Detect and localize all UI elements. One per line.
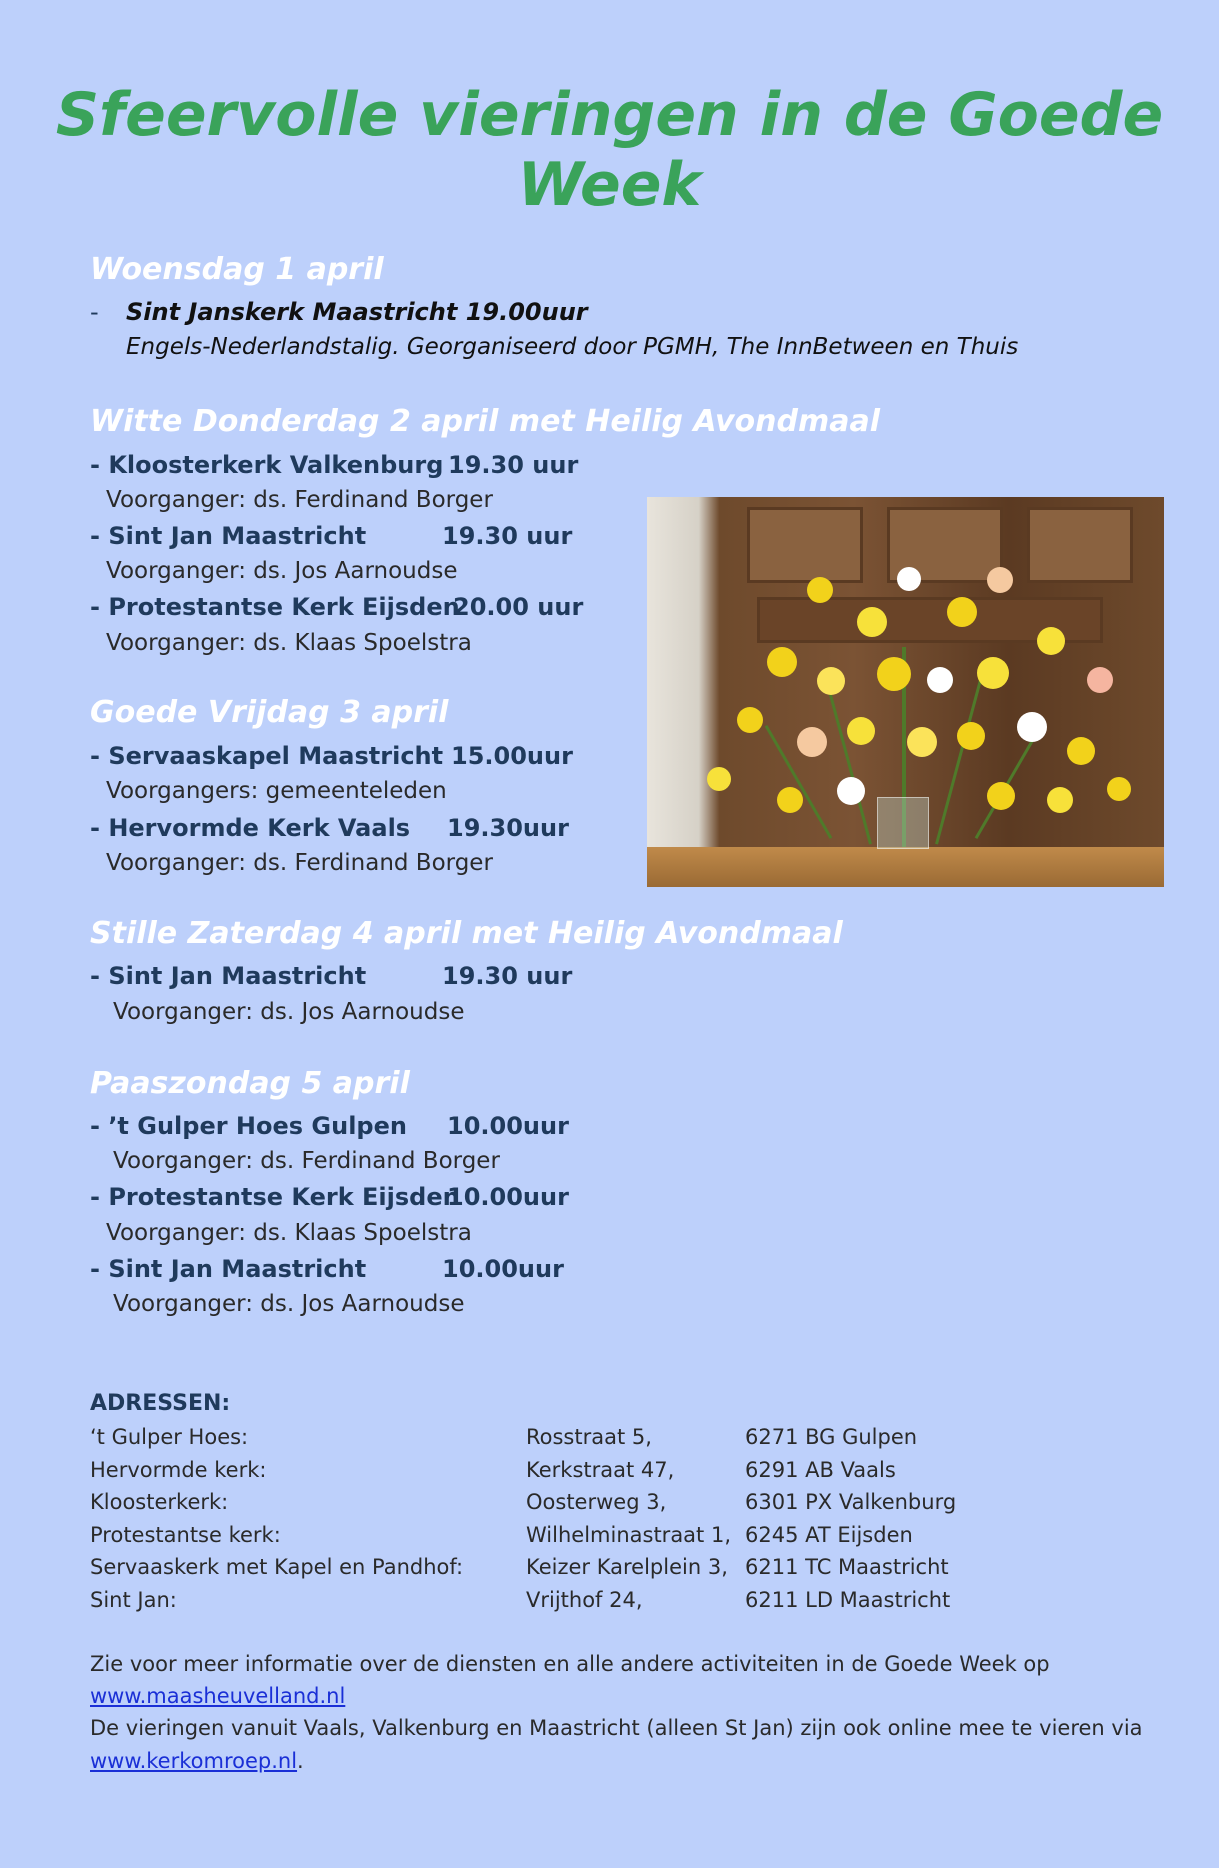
address-name: Protestantse kerk: bbox=[90, 1523, 281, 1547]
day-heading-zaterdag: Stille Zaterdag 4 april met Heilig Avondmaal bbox=[90, 916, 843, 951]
address-postal: 6271 BG Gulpen bbox=[745, 1425, 918, 1449]
service-time: 20.00 uur bbox=[453, 593, 584, 621]
address-name: Hervormde kerk: bbox=[90, 1458, 267, 1482]
online-line bbox=[90, 1749, 304, 1773]
address-postal: 6291 AB Vaals bbox=[745, 1458, 896, 1482]
service-pastor: Voorganger: ds. Jos Aarnoudse bbox=[106, 558, 458, 584]
online-text: De vieringen vanuit Vaals, Valkenburg en Maastricht (alleen St Jan) zijn ook online mee te vieren via bbox=[90, 1716, 1143, 1740]
address-street: Wilhelminastraat 1, bbox=[526, 1523, 731, 1547]
page-title: Sfeervolle vieringen in de Goede Week bbox=[55, 80, 1164, 220]
info-text: Zie voor meer informatie over de diensten en alle andere activiteiten in de Goede Week op bbox=[90, 1652, 1050, 1676]
address-postal: 6301 PX Valkenburg bbox=[745, 1490, 957, 1514]
dash: - bbox=[90, 298, 99, 326]
flower-arrangement-photo bbox=[647, 497, 1164, 887]
service-time: 19.30 uur bbox=[442, 522, 573, 550]
address-postal: 6245 AT Eijsden bbox=[745, 1523, 913, 1547]
day-heading-donderdag: Witte Donderdag 2 april met Heilig Avondmaal bbox=[90, 404, 881, 439]
service-pastor: Voorganger: ds. Klaas Spoelstra bbox=[106, 1220, 472, 1246]
address-street: Kerkstraat 47, bbox=[526, 1458, 675, 1482]
service-name: - Sint Jan Maastricht bbox=[90, 1255, 367, 1283]
service-pastor: Voorgangers: gemeenteleden bbox=[106, 778, 447, 804]
kerkomroep-link[interactable]: www.kerkomroep.nl bbox=[90, 1749, 298, 1773]
service-pastor: Voorganger: ds. Ferdinand Borger bbox=[106, 487, 493, 513]
addresses-heading: ADRESSEN: bbox=[90, 1391, 231, 1416]
service-pastor: Voorganger: ds. Ferdinand Borger bbox=[113, 1148, 500, 1174]
day-heading-paaszondag: Paaszondag 5 april bbox=[90, 1066, 410, 1101]
service-pastor: Voorganger: ds. Jos Aarnoudse bbox=[113, 1291, 465, 1317]
service-name: - ’t Gulper Hoes Gulpen bbox=[90, 1112, 407, 1140]
service-pastor: Voorganger: ds. Ferdinand Borger bbox=[106, 850, 493, 876]
service-name: - Sint Jan Maastricht bbox=[90, 962, 367, 990]
service-name: - Hervormde Kerk Vaals bbox=[90, 814, 411, 842]
service-time: 10.00uur bbox=[447, 1183, 569, 1211]
day-heading-vrijdag: Goede Vrijdag 3 april bbox=[90, 695, 449, 730]
service-name: - Protestantse Kerk Eijsden bbox=[90, 593, 460, 621]
service-name: - Sint Jan Maastricht bbox=[90, 522, 367, 550]
online-suffix: . bbox=[297, 1749, 304, 1773]
address-name: ‘t Gulper Hoes: bbox=[90, 1425, 249, 1449]
service-name: - Protestantse Kerk Eijsden bbox=[90, 1183, 460, 1211]
address-street: Vrijthof 24, bbox=[526, 1588, 643, 1612]
address-street: Rosstraat 5, bbox=[526, 1425, 652, 1449]
address-name: Kloosterkerk: bbox=[90, 1490, 229, 1514]
service-time: 15.00uur bbox=[451, 742, 573, 770]
service-time: 19.30 uur bbox=[448, 451, 579, 479]
day-heading-woensdag: Woensdag 1 april bbox=[90, 252, 384, 287]
address-street: Keizer Karelplein 3, bbox=[526, 1555, 728, 1579]
address-name: Sint Jan: bbox=[90, 1588, 177, 1612]
address-postal: 6211 TC Maastricht bbox=[745, 1555, 949, 1579]
address-name: Servaaskerk met Kapel en Pandhof: bbox=[90, 1555, 464, 1579]
address-postal: 6211 LD Maastricht bbox=[745, 1588, 951, 1612]
address-street: Oosterweg 3, bbox=[526, 1490, 667, 1514]
service-time: 10.00uur bbox=[447, 1112, 569, 1140]
service-pastor: Voorganger: ds. Jos Aarnoudse bbox=[113, 999, 465, 1025]
maasheuvelland-link[interactable]: www.maasheuvelland.nl bbox=[90, 1684, 346, 1708]
service-name: - Servaaskapel Maastricht bbox=[90, 742, 444, 770]
service-pastor: Voorganger: ds. Klaas Spoelstra bbox=[106, 630, 472, 656]
service-time: 19.30uur bbox=[447, 814, 569, 842]
service-time: 10.00uur bbox=[442, 1255, 564, 1283]
event-description: Engels-Nederlandstalig. Georganiseerd door PGMH, The InnBetween en Thuis bbox=[126, 334, 1019, 360]
service-name: - Kloosterkerk Valkenburg bbox=[90, 451, 444, 479]
event-line: Sint Janskerk Maastricht 19.00uur bbox=[126, 298, 588, 326]
service-time: 19.30 uur bbox=[442, 962, 573, 990]
